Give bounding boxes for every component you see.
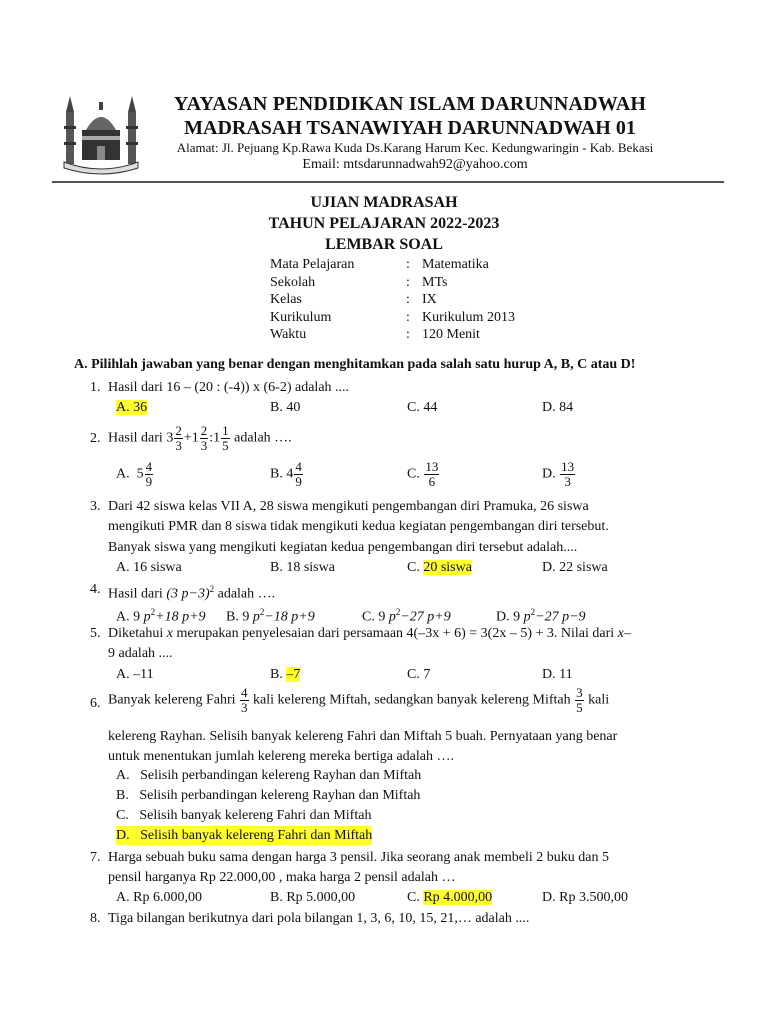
option-a[interactable] bbox=[116, 766, 421, 785]
foundation-name: YAYASAN PENDIDIKAN ISLAM DARUNNADWAH bbox=[173, 93, 647, 115]
question-text-line: 9 adalah .... bbox=[108, 646, 173, 661]
option-label: C. 9 bbox=[362, 609, 389, 625]
option-b-answer[interactable]: –7 bbox=[286, 667, 301, 682]
math-expression: −18 p+9 bbox=[264, 609, 315, 625]
option-c[interactable] bbox=[116, 806, 371, 825]
exam-title: UJIAN MADRASAH bbox=[310, 194, 458, 211]
mixed-whole: 1 bbox=[191, 430, 199, 446]
option-c[interactable]: C. 44 bbox=[407, 400, 438, 415]
question-text-line: mengikuti PMR dan 8 siswa tidak mengikuti kedua kegiatan pengembangan diri tersebut. bbox=[108, 519, 609, 534]
question-text-line: kelereng Rayhan. Selisih banyak kelereng Fahri dan Miftah 5 buah. Pernyataan yang benar bbox=[108, 729, 618, 744]
option-c-answer[interactable]: 20 siswa bbox=[423, 560, 472, 575]
fraction-denominator: 9 bbox=[145, 474, 153, 489]
fraction bbox=[145, 460, 154, 489]
meta-row bbox=[270, 274, 515, 292]
option-text: Selisih perbandingan kelereng Rayhan dan Miftah bbox=[140, 768, 422, 783]
meta-value: MTs bbox=[422, 274, 448, 290]
option-b[interactable] bbox=[116, 786, 420, 805]
fraction-denominator: 3 bbox=[564, 474, 571, 489]
meta-value: Matematika bbox=[422, 257, 489, 272]
fraction bbox=[240, 686, 249, 715]
option-b[interactable]: B. 18 siswa bbox=[270, 560, 335, 575]
option-a[interactable]: A. 16 siswa bbox=[116, 560, 182, 575]
meta-key: Kelas bbox=[270, 292, 302, 308]
exponent: 2 bbox=[530, 607, 536, 617]
meta-value: Kurikulum 2013 bbox=[422, 309, 515, 325]
question-text: Tiga bilangan berikutnya dari pola bilangan 1, 3, 6, 10, 15, 21,… adalah .... bbox=[108, 911, 530, 926]
fraction bbox=[221, 424, 230, 453]
fraction-denominator: 3 bbox=[241, 700, 248, 715]
section-a-instruction: A. Pilihlah jawaban yang benar dengan menghitamkan pada salah satu hurup A, B, C atau D! bbox=[74, 357, 636, 372]
option-c-answer[interactable]: Rp 4.000,00 bbox=[423, 890, 493, 905]
option-a-answer[interactable]: A. 36 bbox=[116, 400, 148, 415]
option-d[interactable]: D. 84 bbox=[542, 400, 574, 415]
option-c[interactable]: C. 7 bbox=[407, 667, 431, 682]
question-2 bbox=[0, 424, 768, 494]
fraction-numerator: 13 bbox=[561, 459, 575, 474]
question-6 bbox=[0, 686, 768, 846]
meta-sep: : bbox=[406, 274, 410, 290]
school-address: Alamat: Jl. Pejuang Kp.Rawa Kuda Ds.Karang Harum Kec. Kedungwaringin - Kab. Bekasi bbox=[176, 140, 654, 155]
option-text: Selisih banyak kelereng Fahri dan Miftah bbox=[140, 828, 373, 843]
fraction-denominator: 3 bbox=[175, 438, 182, 453]
meta-sep: : bbox=[406, 309, 410, 325]
fraction-denominator: 5 bbox=[222, 438, 229, 453]
question-number: 1. bbox=[90, 380, 101, 395]
option-text: Selisih banyak kelereng Fahri dan Miftah bbox=[139, 808, 372, 823]
question-number: 7. bbox=[90, 850, 101, 865]
fraction bbox=[294, 460, 303, 489]
question-number: 3. bbox=[90, 499, 101, 514]
text-part: kali kelereng Miftah, sedangkan banyak kelereng Miftah bbox=[249, 692, 575, 708]
fraction-numerator: 3 bbox=[576, 685, 583, 700]
question-3: 3. Dari 42 siswa kelas VII A, 28 siswa mengikuti pengembangan diri Pramuka, 26 siswa mengikuti PMR dan 8 siswa tidak mengikuti kedua kegiatan pengembangan diri tersebut. Banyak siswa yang mengikuti kegiatan kedua pengembangan diri tersebut adalah.... A. 16 siswa B. 18 siswa C. 20 siswa D. 22 siswa bbox=[0, 497, 768, 577]
fraction-denominator: 5 bbox=[576, 700, 583, 715]
meta-sep: : bbox=[406, 292, 410, 308]
question-text bbox=[108, 424, 678, 453]
question-number: 2. bbox=[90, 431, 101, 446]
question-5 bbox=[0, 624, 768, 684]
mixed-whole: 1 bbox=[213, 430, 221, 446]
variable: p bbox=[388, 609, 396, 625]
text-part: merupakan penyelesaian dari persamaan 4(–3x + 6) = 3(2x – 5) + 3. Nilai dari bbox=[172, 626, 618, 641]
math-expression: (3 p−3) bbox=[166, 586, 210, 602]
math-expression: −27 p+9 bbox=[400, 609, 451, 625]
mixed-whole: 5 bbox=[136, 466, 144, 482]
question-text-line bbox=[108, 624, 678, 643]
option-d[interactable] bbox=[542, 460, 576, 489]
question-text-line: untuk menentukan jumlah kelereng mereka bertiga adalah …. bbox=[108, 749, 454, 764]
question-text-line: pensil harganya Rp 22.000,00 , maka harga 2 pensil adalah … bbox=[108, 870, 456, 885]
variable: p bbox=[143, 609, 151, 625]
option-label: D. bbox=[542, 466, 556, 482]
fraction bbox=[174, 424, 183, 453]
meta-value: IX bbox=[422, 292, 437, 308]
question-8 bbox=[0, 909, 768, 931]
option-b-wrap: B. –7 bbox=[270, 667, 301, 682]
meta-value: 120 Menit bbox=[422, 327, 480, 343]
text-part: Banyak kelereng Fahri bbox=[108, 692, 240, 708]
option-label: B. 9 bbox=[226, 609, 253, 625]
option-label: D. 9 bbox=[496, 609, 524, 625]
fraction-numerator: 1 bbox=[222, 423, 229, 438]
question-text-line: Dari 42 siswa kelas VII A, 28 siswa mengikuti pengembangan diri Pramuka, 26 siswa bbox=[108, 499, 589, 514]
meta-row bbox=[270, 256, 515, 274]
option-label: C. bbox=[407, 466, 420, 482]
option-label: A. bbox=[116, 768, 130, 783]
option-label: A. bbox=[116, 466, 130, 482]
meta-sep: : bbox=[406, 257, 410, 272]
exponent: 2 bbox=[395, 607, 401, 617]
fraction-numerator: 13 bbox=[425, 459, 439, 474]
option-b[interactable]: B. 40 bbox=[270, 400, 301, 415]
operator: : bbox=[209, 430, 214, 446]
question-number: 8. bbox=[90, 911, 101, 926]
header-divider bbox=[52, 181, 724, 183]
fraction-denominator: 6 bbox=[428, 474, 436, 489]
option-label: B. bbox=[270, 466, 283, 482]
exponent: 2 bbox=[150, 607, 156, 617]
meta-row bbox=[270, 291, 515, 309]
question-text-post: adalah …. bbox=[230, 430, 292, 446]
school-name: MADRASAH TSANAWIYAH DARUNNADWAH 01 bbox=[184, 117, 636, 139]
question-1 bbox=[0, 378, 768, 418]
option-label: D. bbox=[116, 828, 130, 843]
question-text-pre: Hasil dari bbox=[108, 430, 167, 446]
fraction-numerator: 2 bbox=[200, 423, 208, 438]
option-b[interactable]: B. Rp 5.000,00 bbox=[270, 890, 356, 905]
fraction bbox=[575, 686, 584, 715]
school-email: Email: mtsdarunnadwah92@yahoo.com bbox=[302, 157, 528, 172]
question-7 bbox=[0, 848, 768, 908]
exam-meta-table bbox=[270, 256, 515, 344]
question-4 bbox=[0, 580, 768, 624]
question-text-post: adalah …. bbox=[214, 586, 276, 602]
question-text bbox=[108, 580, 678, 604]
exponent: 2 bbox=[209, 584, 215, 594]
fraction bbox=[200, 424, 209, 453]
option-text: Selisih perbandingan kelereng Rayhan dan Miftah bbox=[139, 788, 421, 803]
text-part: kali bbox=[584, 692, 610, 708]
fraction-numerator: 4 bbox=[241, 685, 248, 700]
question-text-line: Banyak siswa yang mengikuti kegiatan kedua pengembangan diri tersebut adalah.... bbox=[108, 540, 578, 555]
question-text: Hasil dari 16 – (20 : (-4)) x (6-2) adalah .... bbox=[108, 380, 350, 395]
option-d[interactable]: D. 22 siswa bbox=[542, 560, 608, 575]
option-c[interactable] bbox=[407, 460, 440, 489]
meta-row bbox=[270, 326, 515, 344]
question-text-line bbox=[108, 686, 678, 715]
variable: p bbox=[523, 609, 531, 625]
meta-key: Sekolah bbox=[270, 274, 316, 290]
option-a[interactable]: A. Rp 6.000,00 bbox=[116, 890, 202, 905]
exam-sheet-title: LEMBAR SOAL bbox=[325, 236, 443, 253]
exponent: 2 bbox=[259, 607, 265, 617]
fraction-numerator: 4 bbox=[295, 459, 302, 474]
variable: x bbox=[166, 626, 173, 641]
option-b[interactable] bbox=[270, 460, 304, 489]
math-expression: −27 p−9 bbox=[535, 609, 586, 625]
option-d[interactable]: D. Rp 3.500,00 bbox=[542, 890, 628, 905]
meta-key: Mata Pelajaran bbox=[270, 257, 355, 272]
text-part: Diketahui bbox=[108, 626, 167, 641]
mixed-whole: 3 bbox=[166, 430, 174, 446]
fraction bbox=[424, 460, 439, 489]
option-d[interactable]: D. 11 bbox=[542, 667, 573, 682]
option-a[interactable]: A. –11 bbox=[116, 667, 154, 682]
option-label: B. bbox=[116, 788, 129, 803]
variable: x bbox=[617, 626, 624, 641]
mixed-whole: 4 bbox=[286, 466, 294, 482]
option-label: A. 9 bbox=[116, 609, 144, 625]
text-part: – bbox=[623, 626, 631, 641]
question-number: 4. bbox=[90, 582, 101, 597]
option-c-wrap: C. Rp 4.000,00 bbox=[407, 890, 493, 905]
math-expression: +18 p+9 bbox=[155, 609, 206, 625]
operator: + bbox=[183, 430, 192, 446]
option-d-answer[interactable] bbox=[116, 826, 372, 845]
fraction-numerator: 2 bbox=[175, 423, 182, 438]
question-number: 6. bbox=[90, 696, 101, 711]
meta-row bbox=[270, 309, 515, 327]
variable: p bbox=[252, 609, 260, 625]
fraction-denominator: 3 bbox=[200, 438, 208, 453]
option-label: C. bbox=[116, 808, 129, 823]
meta-key: Waktu bbox=[270, 327, 307, 343]
fraction-denominator: 9 bbox=[295, 474, 302, 489]
question-text-pre: Hasil dari bbox=[108, 586, 167, 602]
fraction bbox=[560, 460, 575, 489]
exam-year: TAHUN PELAJARAN 2022-2023 bbox=[268, 215, 500, 232]
option-a[interactable] bbox=[116, 460, 154, 489]
question-text-line: Harga sebuah buku sama dengan harga 3 pensil. Jika seorang anak membeli 2 buku dan 5 bbox=[108, 850, 610, 865]
fraction-numerator: 4 bbox=[145, 459, 153, 474]
question-number: 5. bbox=[90, 626, 101, 641]
meta-key: Kurikulum bbox=[270, 309, 332, 325]
meta-sep: : bbox=[406, 327, 410, 343]
